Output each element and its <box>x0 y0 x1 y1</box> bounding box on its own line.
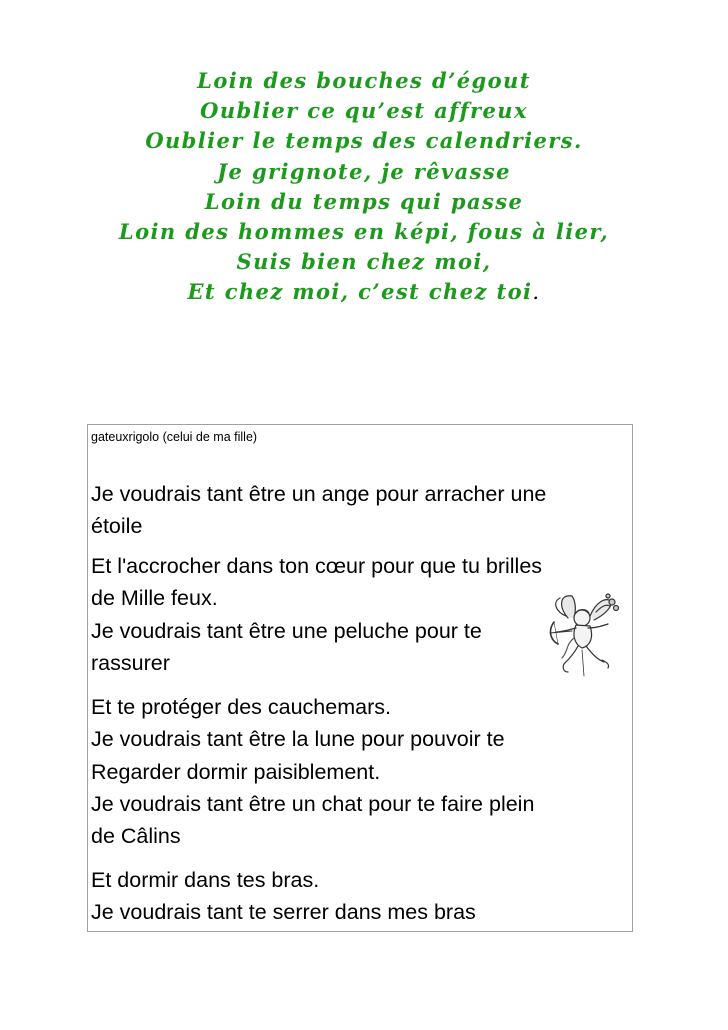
poem-line: Oublier le temps des calendriers. <box>145 128 583 154</box>
box-line: Et l'accrocher dans ton cœur pour que tu brilles <box>91 554 543 578</box>
box-line: Je voudrais tant être la lune pour pouvoir te <box>91 727 505 751</box>
poem-line: Loin des hommes en képi, fous à lier, <box>118 219 610 245</box>
box-line: Je voudrais tant être un ange pour arracher une <box>91 482 547 506</box>
box-line: Et te protéger des cauchemars. <box>91 695 391 719</box>
poem-line: Loin du temps qui passe <box>204 188 524 214</box>
poem-last-punct: . <box>532 280 541 305</box>
box-line: de Mille feux. <box>91 586 218 610</box>
box-line: Et dormir dans tes bras. <box>91 868 320 892</box>
box-line: Je voudrais tant être une peluche pour te <box>91 619 482 643</box>
poem-line: Loin des bouches d’égout <box>197 68 531 93</box>
poem-last-line-text: Et chez moi, c’est chez toi <box>187 279 533 305</box>
box-caption: gateuxrigolo (celui de ma fille) <box>91 430 258 444</box>
box-line: Je voudrais tant te serrer dans mes bras <box>91 900 476 924</box>
poem-line: Oublier ce qu’est affreux <box>200 98 528 124</box>
poem-last-line <box>0 277 728 307</box>
poem-stanza <box>0 66 728 308</box>
box-line: Regarder dormir paisiblement. <box>91 760 381 784</box>
poem-line: Je grignote, je rêvasse <box>217 158 511 184</box>
box-line: Je voudrais tant être un chat pour te faire plein <box>91 792 535 816</box>
cupid-icon <box>538 588 628 684</box>
box-line: de Câlins <box>91 824 181 848</box>
box-line: rassurer <box>91 651 170 675</box>
poem-line: Suis bien chez moi, <box>236 249 492 275</box>
box-line: étoile <box>91 514 143 538</box>
